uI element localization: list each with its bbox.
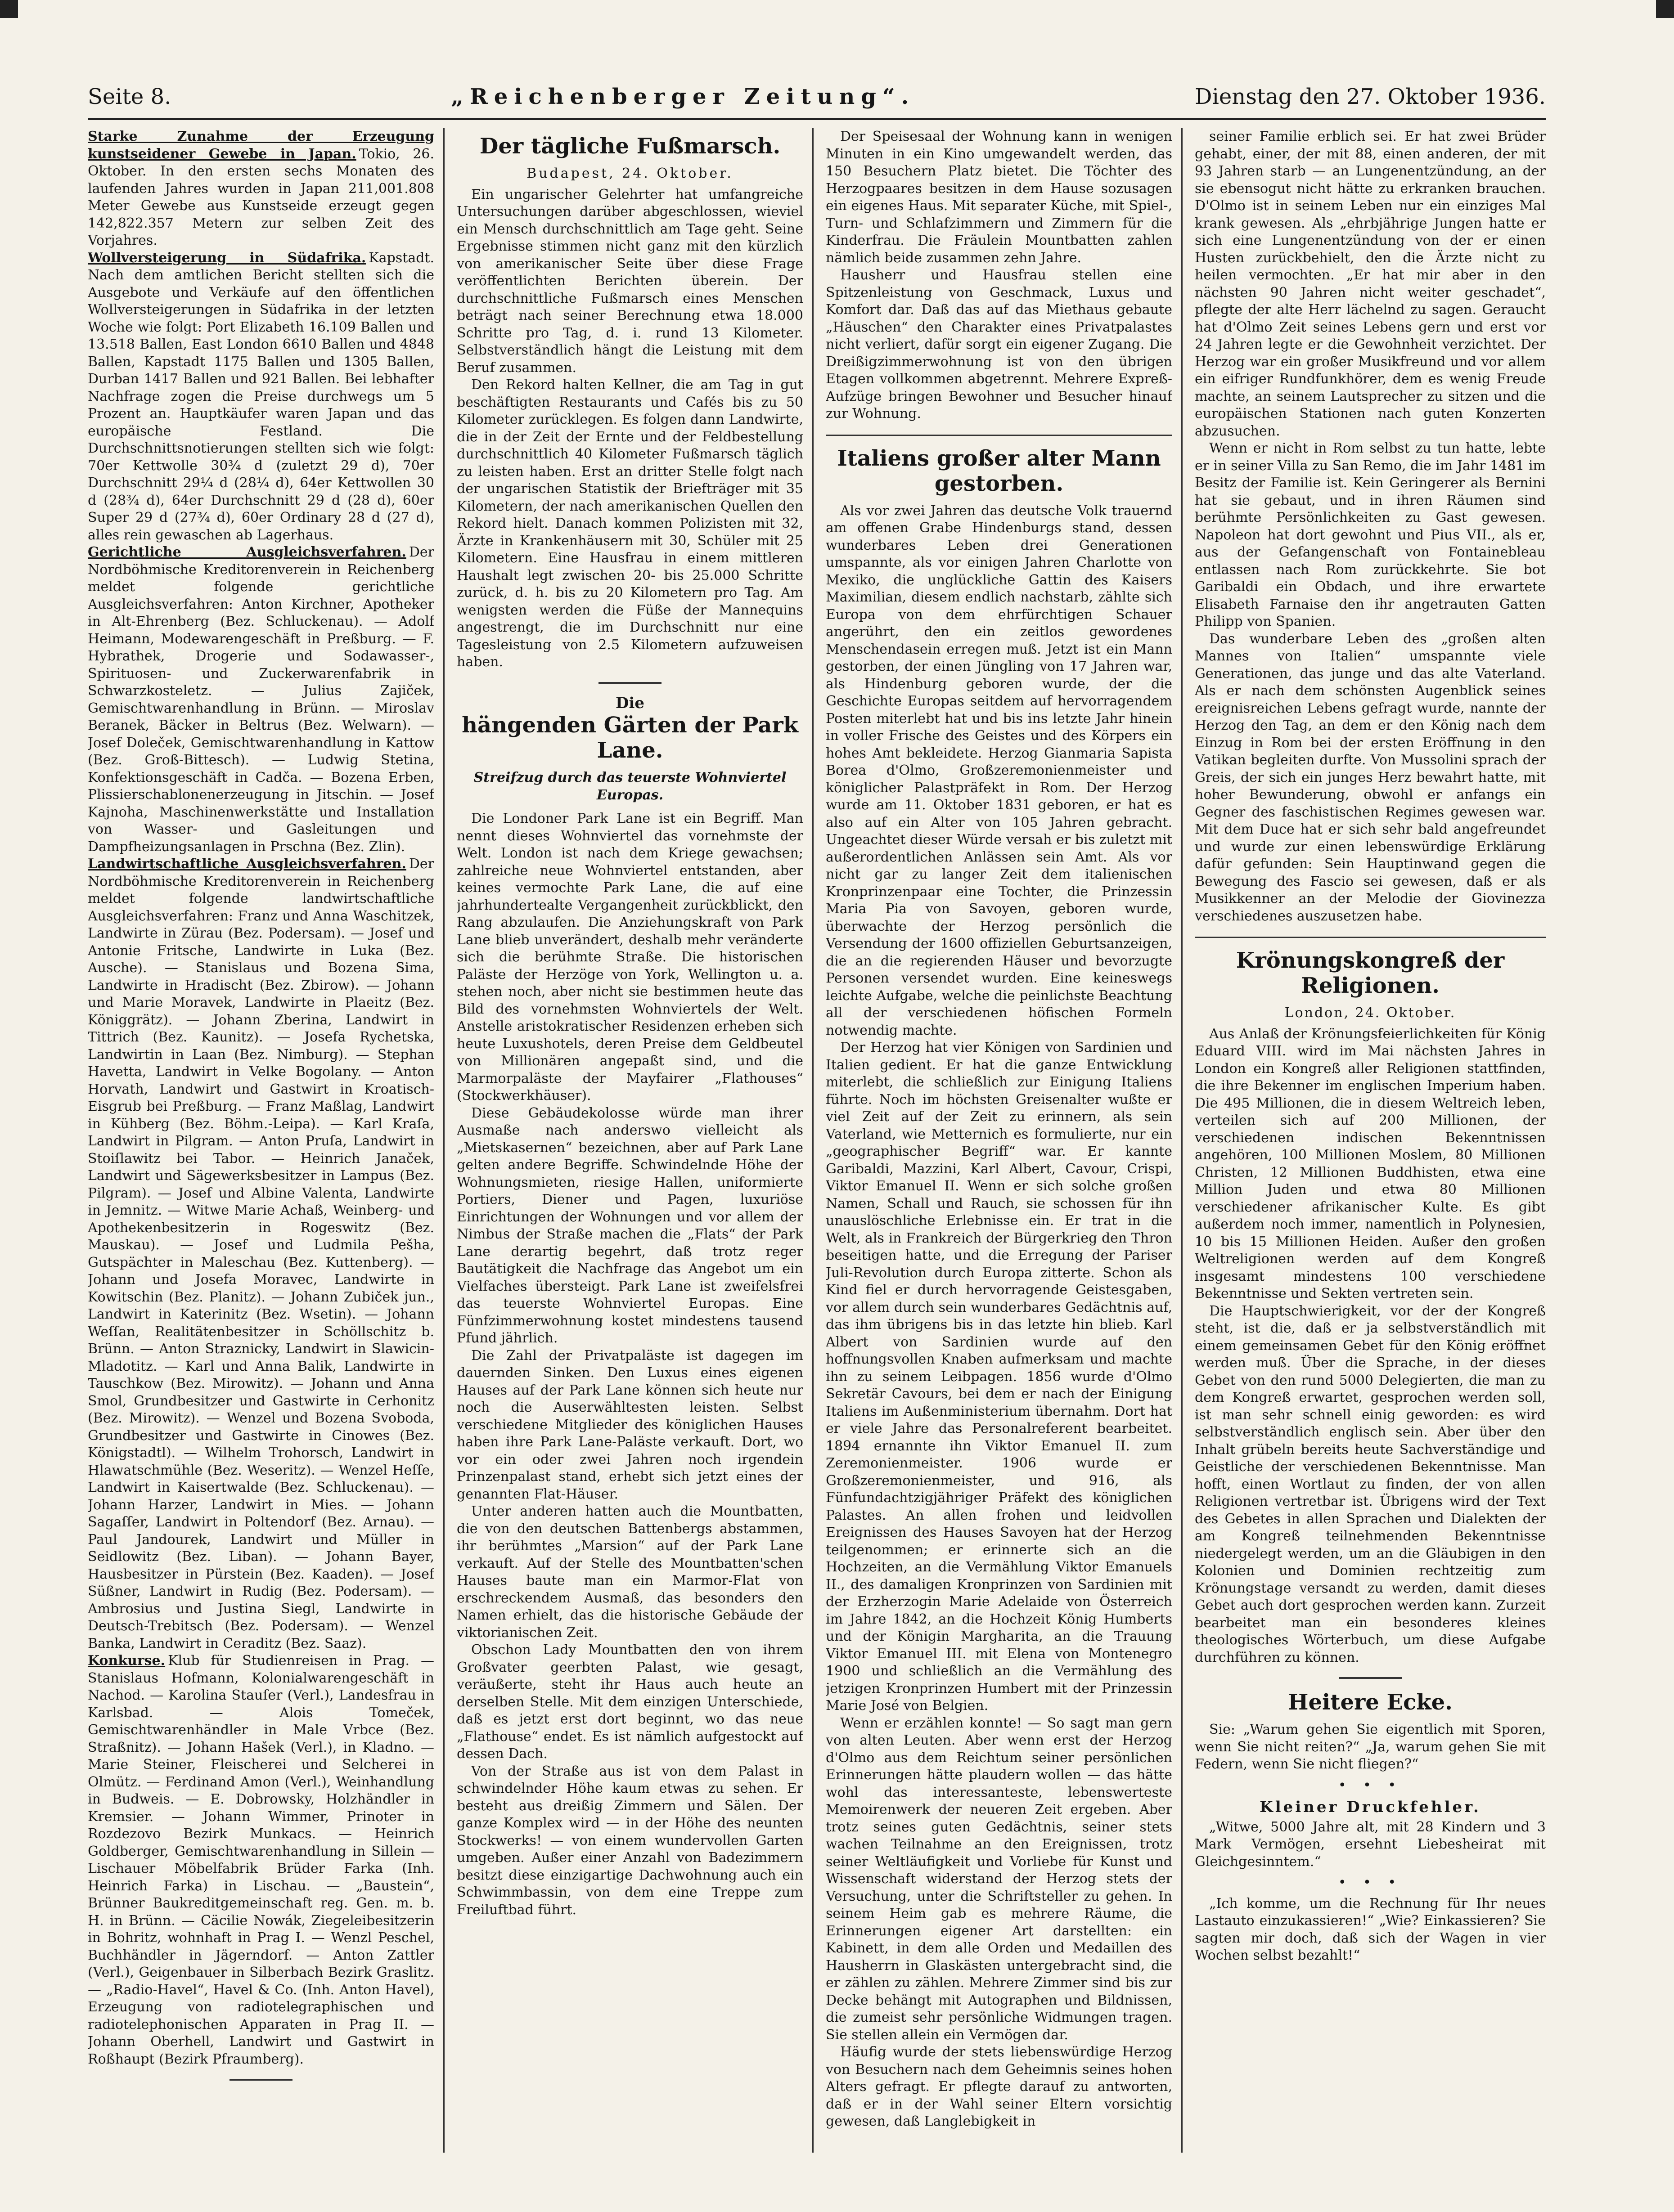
article-subtitle: Streifzug durch das teuerste Wohnviertel Europas. — [473, 770, 787, 803]
article-paragraph: Hausherr und Hausfrau stellen eine Spitzenleistung von Geschmack, Luxus und Komfort dar. Daß das auf das Miethaus gebaute „Häuschen“ den Charakter eines Privatpalastes nicht verliert, dafür sorgt ein eigener Zugang. Die Dreißigzimmerwohnung ist von den übrigen Etagen vollkommen abgetrennt. Mehrere Expreß-Aufzüge bringen Bewohner und Besucher hinauf zur Wohnung. — [826, 267, 1172, 422]
article-paragraph: Unter anderen hatten auch die Mountbatten, die von den deutschen Battenbergs abstammen, ihr berühmtes „Marsion“ auf der Park Lane verkauft. Auf der Stelle des Mountbatten'schen Hauses baute man ein Marmor-Flat von erschreckendem Ausmaß, das besonders den Namen erhielt, das die historische Gebäude der viktorianischen Zeit. — [457, 1503, 803, 1641]
news-headline: Gerichtliche Ausgleichsverfahren. — [88, 544, 406, 560]
news-text: Der Nordböhmische Kreditorenverein in Reichenberg meldet folgende landwirtschaftliche Ausgleichsverfahren: Franz und Anna Waschitzek, Landwirte in Zürau (Bez. Podersam). — Josef und Antonie Fritsche, Landwirte in Luka (Bez. Ausche). — Stanislaus und Bozena Sima, Landwirte in Hradischt (Bez. Zbirow). — Johann und Marie Moravek, Landwirte in Plaeitz (Bez. Königgrätz). — Johann Zberina, Landwirt in Tittrich (Bez. Kaunitz). — Josefa Rychetska, Landwirtin in Laan (Bez. Nimburg). — Stephan Havetta, Landwirt in Velke Bogolany. — Anton Horvath, Landwirt und Gastwirt in Kroatisch-Eisgrub bei Preßburg. — Franz Maßlag, Landwirt in Kühberg (Bez. Böhm.-Leipa). — Karl Kraſa, Landwirt in Pilgram. — Anton Pruſa, Landwirt in Stoiſlawitz bei Tabor. — Heinrich Janaček, Landwirt und Sägewerksbesitzer in Lampus (Bez. Pilgram). — Josef und Albine Valenta, Landwirte in Jemnitz. — Witwe Marie Achaß, Weinberg- und Apothekenbesitzerin in Rogeswitz (Bez. Mauskau). — Josef und Ludmila Pešha, Gutspächter in Maleschau (Bez. Kuttenberg). — Johann und Josefa Moravec, Landwirte in Kowitschin (Bez. Planitz). — Johann Zubiček jun., Landwirt in Katerinitz (Bez. Wsetin). — Johann Weſſan, Realitätenbesitzer in Schöllschitz b. Brünn. — Anton Straznicky, Landwirt in Slawicin-Mladotitz. — Karl und Anna Balik, Landwirte in Tauschkow (Bez. Mirowitz). — Johann und Anna Smol, Grundbesitzer und Gastwirte in Cerhonitz (Bez. Mirowitz). — Wenzel und Bozena Svoboda, Grundbesitzer und Gastwirte in Cinowes (Bez. Königstadtl). — Wilhelm Trohorsch, Landwirt in Hlawatschmühle (Bez. Weseritz). — Wenzel Heſſe, Landwirt in Kaisertwalde (Bez. Schluckenau). — Johann Harzer, Landwirt in Mies. — Johann Sagaſſer, Landwirt in Poltendorf (Bez. Arnau). — Paul Jandourek, Landwirt und Müller in Seidlowitz (Bez. Liban). — Johann Bayer, Hausbesitzer in Pürstein (Bez. Kaaden). — Josef Süßner, Landwirt in Rudig (Bez. Podersam). — Ambrosius und Justina Siegl, Landwirte in Deutsch-Trebitsch (Bez. Podersam). — Wenzel Banka, Landwirt in Ceraditz (Bez. Saaz). — [88, 856, 434, 1651]
news-headline: Starke Zunahme der Erzeugung kunstseidener Gewebe in Japan. — [88, 129, 434, 162]
column-3 — [826, 128, 1172, 2153]
article-paragraph: Wenn er erzählen konnte! — So sagt man gern von alten Leuten. Aber wenn erst der Herzog d'Olmo aus dem Reichtum seiner persönlichen Erinnerungen hätte plaudern wollen — das hätte wohl das interessanteste, lebenswerteste Memoirenwerk der neueren Zeit ergeben. Aber trotz seines guten Gedächtnis, seiner stets wachen Teilnahme an den Ereignissen, trotz seiner Weltläufigkeit und Vorliebe für Kunst und Wissenschaft widerstand der Herzog stets der Versuchung, unter die Schriftsteller zu gehen. In seinem Heim gab es mehrere Räume, die Erinnerungen eigener Art darstellten: ein Kabinett, in dem alle Orden und Medaillen des Hausherrn in Glaskästen untergebracht sind, die er zählen zu zählen. Mehrere Zimmer sind bis zur Decke behängt mit Autographen und Bildnissen, die zumeist sehr persönliche Widmungen tragen. Sie stellen allein ein Vermögen dar. — [826, 1715, 1172, 2043]
news-headline: Konkurse. — [88, 1653, 166, 1669]
masthead: „Reichenberger Zeitung“. — [451, 84, 915, 109]
article-title: Italiens großer alter Mann gestorben. — [837, 445, 1161, 496]
news-text: Der Nordböhmische Kreditorenverein in Reichenberg meldet folgende gerichtliche Ausgleichsverfahren: Anton Kirchner, Apotheker in Alt-Ehrenberg (Bez. Schluckenau). — Adolf Heimann, Modewarengeschäft in Preßburg. — F. Hybrathek, Drogerie und Sodawasser-, Spirituosen- und Zuckerwarenfabrik in Schwarzkosteletz. — Julius Zajiček, Gemischtwarenhandlung in Brünn. — Miroslav Beranek, Bäcker in Beltrus (Bez. Welwarn). — Josef Doleček, Gemischtwarenhandlung in Kattow (Bez. Groß-Bittesch). — Ludwig Stetina, Konfektionsgeschäft in Cadča. — Bozena Erben, Plissierschablonenerzeugung in Jitschin. — Josef Kajnoha, Maschinenwerkstätte und Installation von Wasser- und Gasleitungen und Dampfheizungsanlagen in Prschna (Bez. Zlin). — [88, 544, 434, 855]
article-paragraph: Die Hauptschwierigkeit, vor der der Kongreß steht, ist die, daß er ja selbstverständlich mit einem gemeinsamen Gebet für den König eröffnet werden muß. Über die Sprache, in der dieses Gebet von den rund 5000 Delegierten, die man zu dem Kongreß erwartet, gesprochen werden soll, ist man sehr schnell einig geworden: es wird selbstverständlich englisch sein. Aber über den Inhalt grübeln bereits heute Sachverständige und Geistliche der verschiedenen Bekenntnisse. Man hofft, einen Wortlaut zu finden, der von allen Religionen vertretbar ist. Übrigens wird der Text des Gebetes in allen Sprachen und Dialekten der am Kongreß teilnehmenden Bekenntnisse niedergelegt werden, um an die Gläubigen in den Kolonien und Dominien rechtzeitig zum Krönungstage versandt zu werden, damit dieses Gebet auch dort gesprochen werden kann. Zurzeit bearbeitet man ein besonderes kleines theologisches Wörterbuch, um diese Aufgabe durchführen zu können. — [1195, 1303, 1546, 1665]
end-rule — [230, 2079, 292, 2081]
joke: „Witwe, 5000 Jahre alt, mit 28 Kindern und 3 Mark Vermögen, ersehnt Liebesheirat mit Gleichgesinntem.“ — [1195, 1819, 1546, 1870]
article-title: hängenden Gärten der Park Lane. — [462, 713, 798, 763]
column-4 — [1195, 128, 1546, 2153]
article-frame — [1195, 937, 1546, 1666]
page-header — [88, 81, 1546, 112]
article-separator — [1339, 1677, 1402, 1679]
column-rule — [1181, 128, 1183, 2153]
article-paragraph: Ein ungarischer Gelehrter hat umfangreiche Untersuchungen darüber abgeschlossen, wieviel ein Mensch durchschnittlich am Tage geht. Seine Ergebnisse stimmen nicht ganz mit den kürzlich von amerikanischer Seite über diese Frage veröffentlichten Berichten überein. Der durchschnittliche Fußmarsch eines Menschen beträgt nach seiner Berechnung etwa 18.000 Schritte pro Tag, d. i. rund 13 Kilometer. Selbstverständlich hängt die Leistung mit dem Beruf zusammen. — [457, 186, 803, 376]
column-rule — [812, 128, 814, 2153]
scan-corner-mark — [0, 0, 18, 18]
article-paragraph: Der Herzog hat vier Königen von Sardinien und Italien gedient. Er hat die ganze Entwicklung miterlebt, die schließlich zur Einigung Italiens führte. Noch im höchsten Greisenalter wußte er viel Zeit auf der Zeit zu erinnern, als sein Vaterland, wie Metternich es formulierte, nur ein „geographischer Begriff“ war. Er kannte Garibaldi, Mazzini, Karl Albert, Cavour, Crispi, Viktor Emanuel II. Wenn er sich solche großen Namen, Schall und Rauch, sie schossen für ihn unauslöschliche Erlebnisse ein. Er trat in die Welt, als in Frankreich der Bürgerkrieg den Thron beseitigen hatte, und die Erregung der Pariser Juli-Revolution durch Europa zitterte. Schon als Kind fiel er durch hervorragende Geistesgaben, vor allem durch sein wunderbares Gedächtnis auf, das ihm übrigens bis in das letzte hin blieb. Karl Albert von Sardinien wurde auf den hoffnungsvollen Knaben aufmerksam und machte ihn zu seinem Leibpagen. 1856 wurde d'Olmo Sekretär Cavours, bei dem er nach der Einigung Italiens im Außenministerium übernahm. Dort hat er viele Jahre das Personalreferent bearbeitet. 1894 ernannte ihn Viktor Emanuel II. zum Zeremonienmeister. 1906 wurde er Großzeremonienmeister, und 916, als Fünfundachtzigjähriger Präfekt des königlichen Palastes. An allen frohen und leidvollen Ereignissen des Hauses Savoyen hat der Herzog teilgenommen; er erinnerte sich an die Hochzeiten, an die Vermählung Viktor Emanuels II., des damaligen Kronprinzen von Sardinien mit der Erzherzogin Marie Adelaide von Österreich im Jahre 1842, an die Hochzeit König Humberts und der Königin Margharita, an die Trauung Viktor Emanuel III. mit Elena von Montenegro 1900 und schließlich an die Vermählung des jetzigen Kronprinzen Humbert mit der Prinzessin Marie José von Belgien. — [826, 1040, 1172, 1714]
column-rule — [443, 128, 445, 2153]
news-item — [88, 128, 434, 250]
news-headline: Landwirtschaftliche Ausgleichsverfahren. — [88, 856, 406, 872]
article-paragraph: Die Zahl der Privatpaläste ist dagegen im dauernden Sinken. Den Luxus eines eigenen Hauses auf der Park Lane können sich heute nur noch die Auserwähltesten leisten. Selbst verschiedene Mitglieder des königlichen Hauses haben ihre Park Lane-Paläste verkauft. Dort, wo vor ein oder zwei Jahren noch irgendein Prinzenpalast stand, erhebt sich jetzt eines der genannten Flat-Häuser. — [457, 1347, 803, 1502]
news-item — [88, 1652, 434, 2068]
news-text: Klub für Studienreisen in Prag. — Stanislaus Hofmann, Kolonialwarengeschäft in Nachod. — Karolina Stauſer (Verl.), Landesfrau in Karlsbad. — Alois Tomeček, Gemischtwarenhändler in Male Vrbce (Bez. Straßnitz). — Johann Hašek (Verl.), in Kladno. — Marie Steiner, Fleischerei und Selcherei in Olmütz. — Ferdinand Amon (Verl.), Weinhandlung in Budweis. — E. Dobrowsky, Holzhändler in Kremsier. — Johann Wimmer, Prinoter in Rozdezovo Bezirk Munkacs. — Heinrich Goldberger, Gemischtwarenhandlung in Sillein — Lischauer Möbelfabrik Brüder Farka (Inh. Heinrich Farka) in Lischau. — „Baustein“, Brünner Baukreditgemeinschaft reg. Gen. m. b. H. in Brünn. — Cäcilie Nowák, Ziegeleibesitzerin in Bohritz, wohnhaft in Prag I. — Wenzl Peschel, Buchhändler in Jägerndorf. — Anton Zattler (Verl.), Geigenbauer in Silberbach Bezirk Graslitz. — „Radio-Havel“, Havel & Co. (Inh. Anton Havel), Erzeugung von radiotelegraphischen und radiotelephonischen Apparaten in Prag II. — Johann Oberhell, Landwirt und Gastwirt in Roßhaupt (Bezirk Pfraumberg). — [88, 1653, 434, 2067]
article-paragraph: seiner Familie erblich sei. Er hat zwei Brüder gehabt, einer, der mit 88, einen anderen, der mit 93 Jahren starb — an Lungenentzündung, an der sie ebensogut nicht hätte zu erkranken brauchen. D'Olmo ist in seinem Leben nur ein einziges Mal krank gewesen. Als „ehrbjährige Jungen hatte er sich eine Lungenentzündung von der er einen Husten zurückbehielt, den die Ärzte nicht zu heilen vermochten. „Er hat mir aber in den nächsten 90 Jahren nicht weiter geschadet“, pflegte der alte Herr lächelnd zu sagen. Geraucht hat d'Olmo Zeit seines Lebens gern und erst vor 24 Jahren legte er die Gewohnheit verzichtet. Der Herzog war ein großer Musikfreund und vor allem ein eifriger Rundfunkhörer, dem es wenig Freude machte, an seinem Lautsprecher zu sitzen und die europäischen Stationen nach guten Konzerten abzusuchen. — [1195, 129, 1546, 439]
dateline: London, 24. Oktober. — [1284, 1005, 1456, 1021]
ornament-dots: • • • — [1338, 1875, 1403, 1890]
joke: „Ich komme, um die Rechnung für Ihr neues Lastauto einzukassieren!“ „Wie? Einkassieren? Sie sagten mir doch, daß sich der Wagen in vier Wochen selbst bezahlt!“ — [1195, 1895, 1546, 1963]
article-paragraph: Das wunderbare Leben des „großen alten Mannes von Italien“ umspannte viele Generationen, das junge und das alte Vaterland. Als er nach dem schönsten Augenblick seines ereignisreichen Lebens gefragt wurde, nannte der Herzog den Tag, an dem er den König nach dem Einzug in Rom bei der ersten Eröffnung in den Vatikan begleiten durfte. Von Mussolini sprach der Greis, der sich ein junges Herz bewahrt hatte, mit hoher Bewunderung, obwohl er anfangs ein Gegner des faschistischen Regimes gewesen war. Mit dem Duce hat er sich sehr bald angefreundet und wurde zur einen lebenswürdige Erklärung dafür gefunden: Sein Hauptinwand gegen die Bewegung des Fascio sei gewesen, daß er als Musikkenner an der Melodie der Giovinezza verschiedenes auszusetzen habe. — [1195, 631, 1546, 924]
article-paragraph: Als vor zwei Jahren das deutsche Volk trauernd am offenen Grabe Hindenburgs stand, dessen wunderbares Leben drei Generationen umspannte, als vor einigen Jahren Charlotte von Mexiko, die unglückliche Gattin des Kaisers Maximilian, diesem endlich nachstarb, zählte sich Europa von dem ehrfürchtigen Schauer angerührt, den ein zeitlos gewordenes Menschendasein erregen muß. Jetzt ist ein Mann gestorben, der einen Jüngling von 17 Jahren war, als Hindenburg geboren wurde, der die Geschichte Europas seitdem auf hervorragendem Posten miterlebt hat und bis ins letzte Jahr hinein in voller Frische des Geistes und des Körpers ein hohes Amt bekleidete. Herzog Gianmaria Sapista Borea d'Olmo, Großzeremonienmeister und königlicher Palastpräfekt in Rom. Der Herzog wurde am 11. Oktober 1831 geboren, er hat es also auf ein Alter von 105 Jahren gebracht. Ungeachtet dieser Würde versah er bis zuletzt mit außerordentlichen Anlässen sein Amt. Als vor nicht gar zu langer Zeit dem italienischen Kronprinzenpaar eine Tochter, die Prinzessin Maria Pia von Savoyen, geboren wurde, überwachte der Herzog persönlich die Versendung der 1600 offiziellen Geburtsanzeigen, die an die regierenden Häuser und bevorzugte Personen versendet wurden. Eine keineswegs leichte Aufgabe, welche die peinlichste Beachtung all der verschiedenen höfischen Formeln notwendig machte. — [826, 503, 1172, 1038]
article-paragraph: Von der Straße aus ist von dem Palast in schwindelnder Höhe kaum etwas zu sehen. Er besteht aus dreißig Zimmern und Sälen. Der ganze Komplex wird — in der Höhe des neunten Stockwerks! — von einem wundervollen Garten umgeben. Außer einer Anzahl von Badezimmern besitzt diese einzigartige Dachwohnung auch ein Schwimmbassin, von dem eine Treppe zum Freiluftbad führt. — [457, 1763, 803, 1918]
article-paragraph: Häufig wurde der stets liebenswürdige Herzog von Besuchern nach dem Geheimnis seines hohen Alters gefragt. Er pflegte darauf zu antworten, daß er in der Wahl seiner Eltern vorsichtig gewesen, daß Langlebigkeit in — [826, 2044, 1172, 2129]
news-item — [88, 856, 434, 1652]
article-title: Der tägliche Fußmarsch. — [479, 134, 781, 159]
article-kicker: Die — [615, 694, 645, 712]
article-paragraph: Diese Gebäudekolosse würde man ihrer Ausmaße nach anderswo vielleicht als „Mietskasernen“ bezeichnen, aber auf Park Lane gelten andere Begriffe. Schwindelnde Höhe der Wohnungsmieten, riesige Hallen, uniformierte Portiers, Diener und Pagen, luxuriöse Einrichtungen der Wohnungen und vor allem der Nimbus der Straße machen die „Flats“ der Park Lane derartig begehrt, daß trotz reger Bautätigkeit die Nachfrage das Angebot um ein Vielfaches übersteigt. Park Lane ist zweifelsfrei das teuerste Wohnviertel Europas. Eine Fünfzimmerwohnung kostet mindestens tausend Pfund jährlich. — [457, 1105, 803, 1346]
article-paragraph: Die Londoner Park Lane ist ein Begriff. Man nennt dieses Wohnviertel das vornehmste der Welt. London ist nach dem Kriege gewachsen; zahlreiche neue Wohnviertel entstanden, aber keines vermochte Park Lane, die auf eine jahrhundertealte Vergangenheit zurückblickt, den Rang abzulaufen. Die Anziehungskraft von Park Lane blieb unverändert, deshalb mehr veränderte sich die berühmte Straße. Die historischen Paläste der Herzöge von York, Wellington u. a. stehen noch, aber nicht sie bestimmen heute das Bild des vornehmsten Wohnviertels der Welt. Anstelle aristokratischer Residenzen erheben sich heute Luxushotels, deren Preise dem Geldbeutel von Millionären angepaßt sind, und die Marmorpaläste der Mayfairer „Flathouses“ (Stockwerkhäuser). — [457, 811, 803, 1104]
article-paragraph: Aus Anlaß der Krönungsfeierlichkeiten für König Eduard VIII. wird im Mai nächsten Jahres in London ein Kongreß aller Religionen stattfinden, die ihre Bekenner im englischen Imperium haben. Die 495 Millionen, die in diesem Weltreich leben, verteilen sich auf 200 Millionen, der verschiedenen indischen Bekenntnissen angehören, 100 Millionen Moslem, 80 Millionen Christen, 12 Millionen Buddhisten, etwa eine Million Juden und etwa 80 Millionen verschiedener afrikanischer Kulte. Es gibt außerdem noch immer, namentlich in Polynesien, 10 bis 15 Millionen Heiden. Außer den großen Weltreligionen werden auf dem Kongreß insgesamt mindestens 100 verschiedene Bekenntnisse und Sekten vertreten sein. — [1195, 1026, 1546, 1301]
news-headline: Wollversteigerung in Südafrika. — [88, 250, 366, 266]
article-paragraph: Den Rekord halten Kellner, die am Tag in gut beschäftigten Restaurants und Cafés bis zu 50 Kilometer zurücklegen. Es folgen dann Landwirte, die in der Zeit der Ernte und der Feldbestellung durchschnittlich 40 Kilometer Fußmarsch täglich zu leisten haben. Erst an dritter Stelle folgt nach der ungarischen Statistik der Briefträger mit 35 Kilometern, der nach amerikanischen Quellen den Rekord hielt. Danach kommen Polizisten mit 32, Ärzte in Krankenhäusern mit 30, Schüler mit 25 Kilometern. Eine Hausfrau in einem mittleren Haushalt legt zwischen 20- bis 25.000 Schritte zurück, d. h. bis zu 20 Kilometern pro Tag. Am wenigsten werden die Füße der Mannequins angestrengt, die im Durchschnitt nur eine Tagesleistung von 2.5 Kilometern aufzuweisen haben. — [457, 377, 803, 670]
joke-headline: Kleiner Druckfehler. — [1260, 1798, 1481, 1816]
column-2 — [457, 128, 803, 2153]
news-item — [88, 250, 434, 544]
issue-date: Dienstag den 27. Oktober 1936. — [1195, 84, 1546, 109]
ornament-dots: • • • — [1338, 1777, 1403, 1793]
joke: Sie: „Warum gehen Sie eigentlich mit Sporen, wenn Sie nicht reiten?“ „Ja, warum gehen Sie mit Federn, wenn Sie nicht fliegen?“ — [1195, 1722, 1546, 1772]
page-number: Seite 8. — [88, 84, 171, 109]
news-item — [88, 544, 434, 856]
article-paragraph: Der Speisesaal der Wohnung kann in wenigen Minuten in ein Kino umgewandelt werden, das 150 Besuchern Platz bietet. Die Töchter des Herzogpaares besitzen in dem Hause sozusagen ein eigenes Haus. Mit separater Küche, mit Spiel-, Turn- und Schlafzimmern und Zimmern für die Kinderfrau. Die Fräulein Mountbatten zahlen nämlich beide zusammen zehn Jahre. — [826, 129, 1172, 266]
dateline: Budapest, 24. Oktober. — [526, 166, 734, 181]
column-economic-news — [88, 128, 434, 2153]
news-text: Tokio, 26. Oktober. In den ersten sechs Monaten des laufenden Jahres wurden in Japan 211,001.808 Meter Gewebe aus Kunstseide erzeugt gegen 142,822.357 Metern zur selben Zeit des Vorjahres. — [88, 146, 434, 248]
scan-corner-mark — [1656, 0, 1674, 18]
article-frame — [826, 435, 1172, 2131]
article-paragraph: Wenn er nicht in Rom selbst zu tun hatte, lebte er in seiner Villa zu San Remo, die im Jahr 1481 im Besitz der Familie ist. Kein Geringerer als Bernini hat sie gebaut, und in ihren Räumen sind berühmte Persönlichkeiten zu Gast gewesen. Napoleon hat dort gewohnt und Pius VII., als er, aus der Gefangenschaft von Fontainebleau entlassen nach Rom zurückkehrte. Sie bot Garibaldi ein Obdach, und ihre erwartete Elisabeth Farnaise den ihr angetrauten Gatten Philipp von Spanien. — [1195, 440, 1546, 629]
news-text: Kapstadt. Nach dem amtlichen Bericht stellten sich die Ausgebote und Verkäufe auf den öffentlichen Wollversteigerungen in Südafrika in der letzten Woche wie folgt: Port Elizabeth 16.109 Ballen und 13.518 Ballen, East London 6610 Ballen und 4848 Ballen, Kapstadt 1175 Ballen und 1305 Ballen, Durban 1417 Ballen und 921 Ballen. Bei lebhafter Nachfrage zogen die Preise durchwegs um 5 Prozent an. Hauptkäufer waren Japan und das europäische Festland. Die Durchschnittsnotierungen stellten sich wie folgt: 70er Kettwolle 30¾ d (zuletzt 29 d), 70er Durchschnitt 29¼ d (28¼ d), 64er Kettwollen 30 d (28¾ d), 64er Durchschnitt 29 d (28 d), 60er Super 29 d (27¾ d), 60er Ordinary 28 d (27 d), alles rein gewaschen ab Lagerhaus. — [88, 250, 434, 543]
header-rule — [88, 118, 1546, 120]
article-title: Krönungskongreß der Religionen. — [1236, 948, 1505, 998]
article-separator — [598, 682, 662, 684]
article-paragraph: Obschon Lady Mountbatten den von ihrem Großvater geerbten Palast, wie gesagt, veräußerte, steht ihr Haus auch heute an derselben Stelle. Mit dem einzigen Unterschiede, daß es jetzt erst dort beginnt, wo das neue „Flathouse“ endet. Es ist nämlich aufgestockt auf dessen Dach. — [457, 1642, 803, 1762]
article-title: Heitere Ecke. — [1288, 1690, 1453, 1715]
